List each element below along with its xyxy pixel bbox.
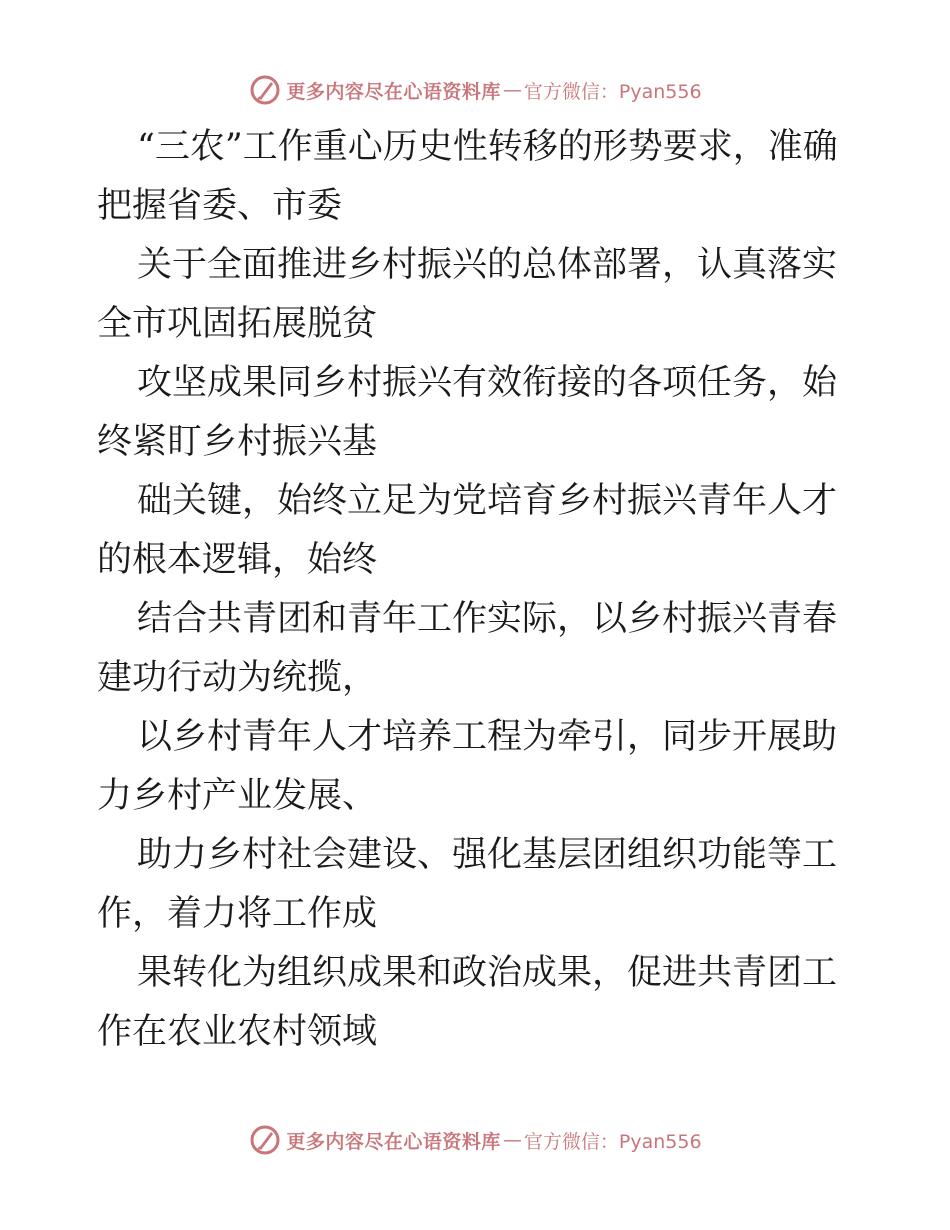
header-watermark-wechat: 官方微信：Pyan556 — [523, 80, 702, 103]
paragraph: 结合共青团和青年工作实际，以乡村振兴青春建功行动为统揽， — [97, 599, 838, 698]
paragraph: 助力乡村社会建设、强化基层团组织功能等工作，着力将工作成 — [97, 835, 838, 934]
quill-pen-logo-icon — [248, 73, 282, 107]
paragraph: “三农”工作重心历史性转移的形势要求，准确把握省委、市委 — [97, 127, 838, 226]
footer-watermark-separator: — — [502, 1129, 522, 1151]
paragraph: 果转化为组织成果和政治成果，促进共青团工作在农业农村领域 — [97, 953, 838, 1052]
document-body — [97, 118, 857, 1062]
footer-watermark — [0, 1120, 950, 1160]
header-watermark-separator: — — [502, 79, 522, 101]
paragraph: 攻坚成果同乡村振兴有效衔接的各项任务，始终紧盯乡村振兴基 — [97, 363, 838, 462]
paragraph: 础关键，始终立足为党培育乡村振兴青年人才的根本逻辑，始终 — [97, 481, 838, 580]
paragraph: 以乡村青年人才培养工程为牵引，同步开展助力乡村产业发展、 — [97, 717, 838, 816]
header-watermark — [0, 70, 950, 110]
paragraph: 关于全面推进乡村振兴的总体部署，认真落实全市巩固拓展脱贫 — [97, 245, 838, 344]
quill-pen-logo-icon — [248, 1123, 282, 1157]
footer-watermark-wechat: 官方微信：Pyan556 — [523, 1130, 702, 1153]
header-watermark-text: 更多内容尽在心语资料库 — [286, 80, 501, 103]
footer-watermark-text: 更多内容尽在心语资料库 — [286, 1130, 501, 1153]
